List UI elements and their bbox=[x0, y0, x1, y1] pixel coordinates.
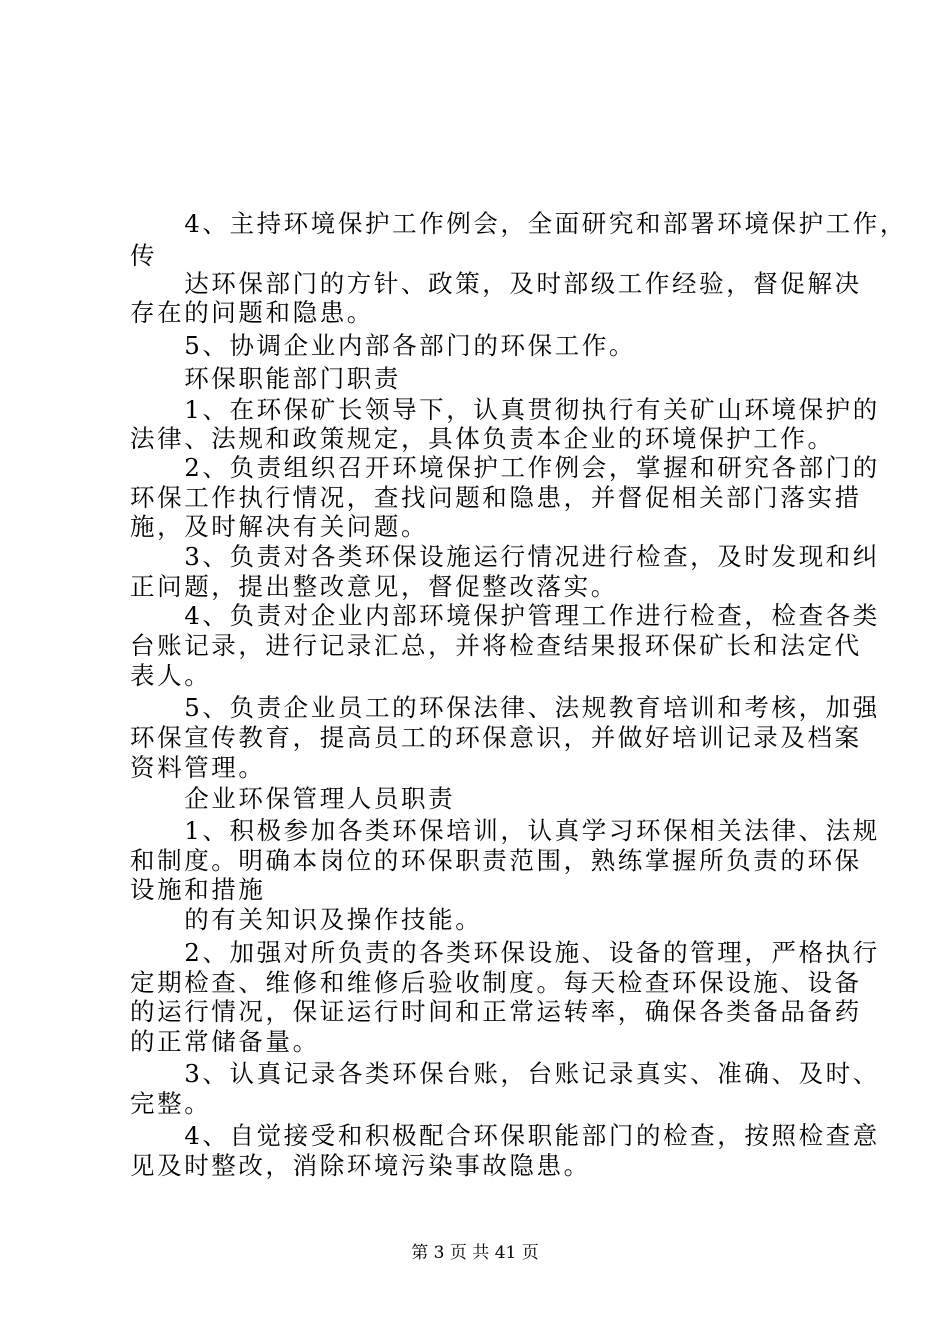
text-line: 定期检查、维修和维修后验收制度。每天检查环保设施、设备 bbox=[130, 968, 862, 997]
text-line: 5、负责企业员工的环保法律、法规教育培训和考核，加强 bbox=[130, 693, 880, 722]
text-line: 3、负责对各类环保设施运行情况进行检查，及时发现和纠 bbox=[130, 542, 880, 571]
text-line: 的有关知识及操作技能。 bbox=[130, 905, 483, 934]
text-line: 的运行情况，保证运行时间和正常运转率，确保各类备品备药 bbox=[130, 997, 862, 1026]
text-line: 达环保部门的方针、政策，及时部级工作经验，督促解决 bbox=[130, 269, 862, 298]
text-line: 资料管理。 bbox=[130, 753, 266, 782]
section-heading: 企业环保管理人员职责 bbox=[130, 784, 456, 813]
text-line: 环保工作执行情况，查找问题和隐患，并督促相关部门落实措 bbox=[130, 483, 862, 512]
section-heading: 环保职能部门职责 bbox=[130, 364, 401, 393]
text-line: 4、负责对企业内部环境保护管理工作进行检查，检查各类 bbox=[130, 601, 880, 630]
text-line: 5、协调企业内部各部门的环保工作。 bbox=[130, 331, 636, 360]
text-line: 施，及时解决有关问题。 bbox=[130, 512, 429, 541]
text-line: 完整。 bbox=[130, 1089, 212, 1118]
text-line: 1、积极参加各类环保培训，认真学习环保相关法律、法规 bbox=[130, 816, 880, 845]
text-line: 4、主持环境保护工作例会，全面研究和部署环境保护工作， bbox=[130, 209, 907, 238]
text-line: 表人。 bbox=[130, 661, 212, 690]
text-line: 和制度。明确本岗位的环保职责范围，熟练掌握所负责的环保 bbox=[130, 846, 862, 875]
text-line: 设施和措施 bbox=[130, 875, 266, 904]
text-line: 4、自觉接受和积极配合环保职能部门的检查，按照检查意 bbox=[130, 1121, 880, 1150]
text-line: 见及时整改，消除环境污染事故隐患。 bbox=[130, 1151, 591, 1180]
text-line: 的正常储备量。 bbox=[130, 1027, 320, 1056]
text-line: 法律、法规和政策规定，具体负责本企业的环境保护工作。 bbox=[130, 424, 835, 453]
text-line: 台账记录，进行记录汇总，并将检查结果报环保矿长和法定代 bbox=[130, 631, 862, 660]
text-line: 环保宣传教育，提高员工的环保意识，并做好培训记录及档案 bbox=[130, 723, 862, 752]
text-line: 1、在环保矿长领导下，认真贯彻执行有关矿山环境保护的 bbox=[130, 395, 880, 424]
text-line: 2、负责组织召开环境保护工作例会，掌握和研究各部门的 bbox=[130, 453, 880, 482]
text-line: 2、加强对所负责的各类环保设施、设备的管理，严格执行 bbox=[130, 938, 880, 967]
text-line: 传 bbox=[130, 241, 158, 270]
text-line: 3、认真记录各类环保台账，台账记录真实、准确、及时、 bbox=[130, 1059, 880, 1088]
page-number-footer: 第 3 页 共 41 页 bbox=[411, 1243, 539, 1263]
text-line: 存在的问题和隐患。 bbox=[130, 298, 374, 327]
text-line: 正问题，提出整改意见，督促整改落实。 bbox=[130, 572, 618, 601]
